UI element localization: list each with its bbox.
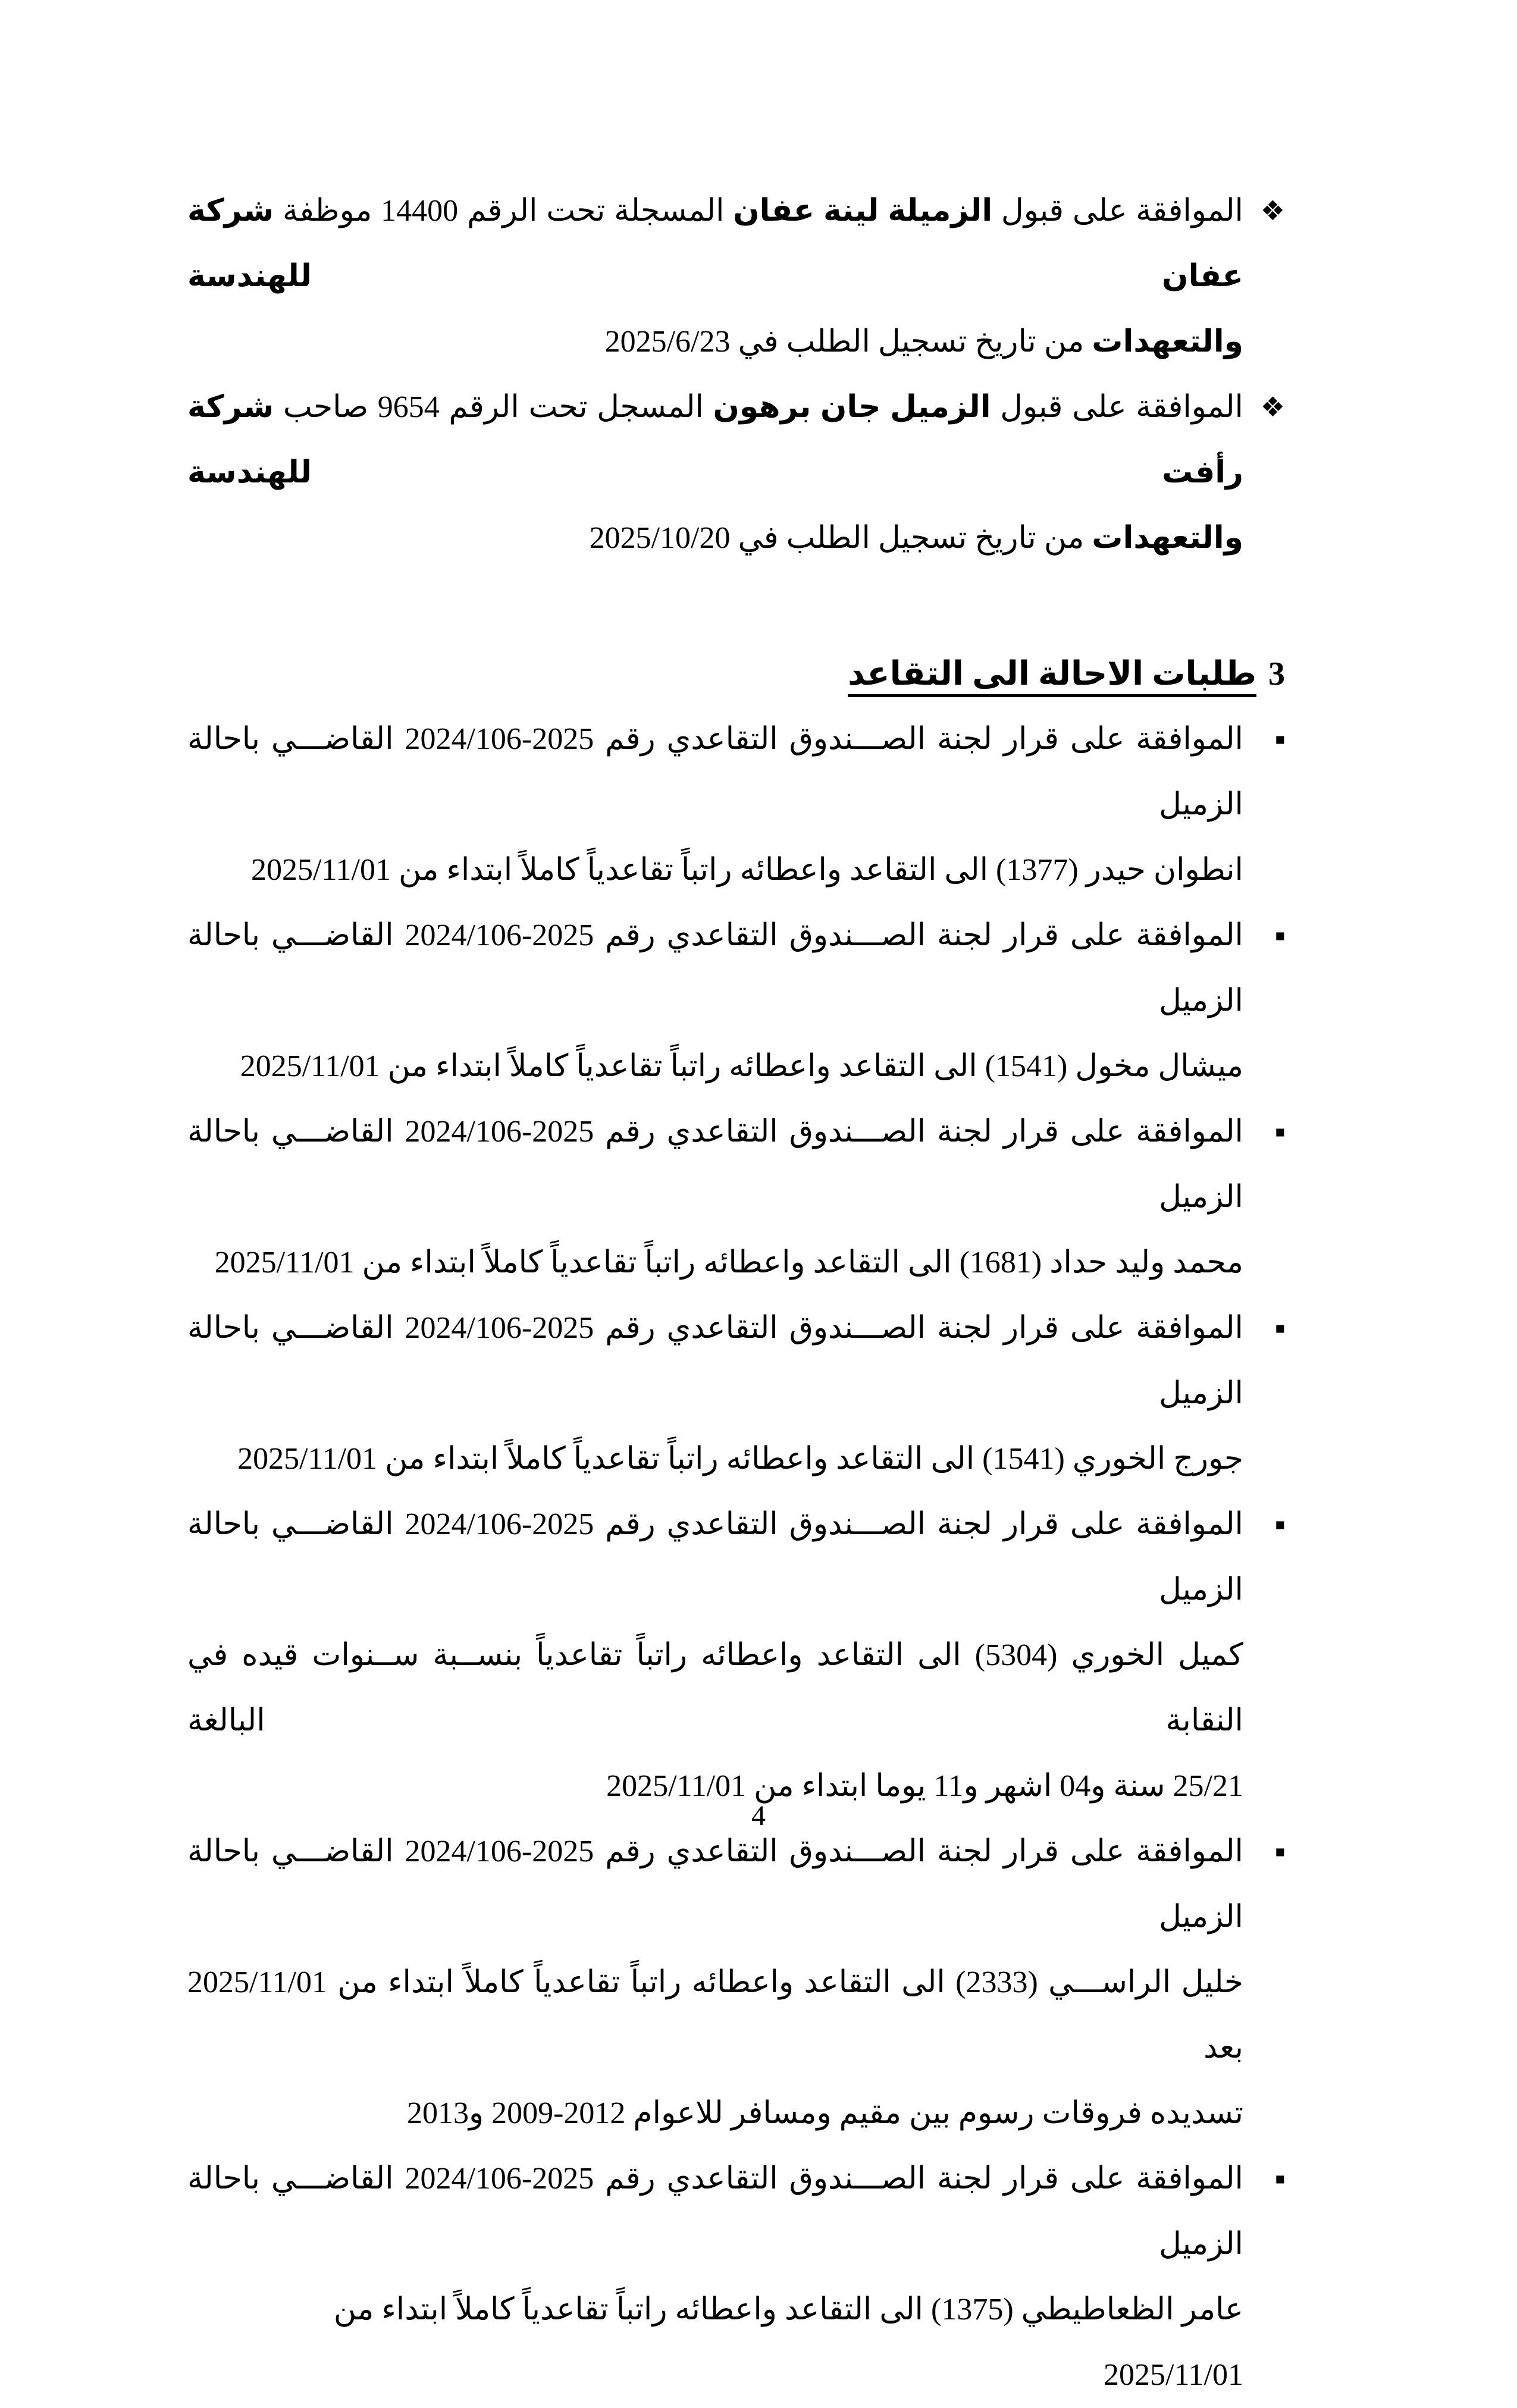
text-line: كميل الخوري (5304) الى التقاعد واعطائه راتباً تقاعدياً بنســبة ســنوات قيده في النقابة البالغة [187, 1638, 1243, 1738]
section-number: 3 [1268, 656, 1285, 692]
text-line: الموافقة على قرار لجنة الصـــندوق التقاعدي رقم 2025-2024/106 القاضـــي باحالة الزميل [187, 918, 1244, 1018]
square-bullet-icon: ■ [1275, 730, 1285, 748]
text-line: خليل الراســـي (2333) الى التقاعد واعطائه راتباً تقاعدياً كاملاً ابتداء من 2025/11/01 بعد [187, 1965, 1244, 2065]
text-line: محمد وليد حداد (1681) الى التقاعد واعطائه راتباً تقاعدياً كاملاً ابتداء من 2025/11/01 [214, 1246, 1243, 1280]
section-title: طلبات الاحالة الى التقاعد [848, 656, 1256, 697]
text-line: جورج الخوري (1541) الى التقاعد واعطائه راتباً تقاعدياً كاملاً ابتداء من 2025/11/01 [237, 1442, 1243, 1476]
text-line: عامر الظعاطيطي (1375) الى التقاعد واعطائه راتباً تقاعدياً كاملاً ابتداء من 2025/11/01 [333, 2293, 1243, 2392]
list-item [187, 178, 1285, 375]
list-item-text [187, 1296, 1243, 1492]
list-item-text [187, 1099, 1243, 1296]
square-bullet-icon: ■ [1275, 1843, 1285, 1861]
list-item [187, 375, 1285, 571]
list-item-text [187, 1819, 1243, 2146]
square-bullet-icon: ■ [1275, 1123, 1285, 1141]
list-item-text [187, 375, 1243, 571]
text-line: ميشال مخول (1541) الى التقاعد واعطائه راتباً تقاعدياً كاملاً ابتداء من 2025/11/01 [240, 1049, 1243, 1083]
list-item [187, 1492, 1285, 1819]
text-line: الموافقة على قرار لجنة الصـــندوق التقاعدي رقم 2025-2024/106 القاضـــي باحالة الزميل [187, 2162, 1244, 2261]
page-number: 4 [751, 1800, 766, 1832]
list-item [187, 903, 1285, 1099]
list-item [187, 1099, 1285, 1296]
text-line: الموافقة على قرار لجنة الصـــندوق التقاعدي رقم 2025-2024/106 القاضـــي باحالة الزميل [187, 1311, 1244, 1410]
text-line: الموافقة على قرار لجنة الصـــندوق التقاعدي رقم 2025-2024/106 القاضـــي باحالة الزميل [187, 1115, 1244, 1214]
text-line: الموافقة على قبول الزميلة لينة عفان المسجلة تحت الرقم 14400 موظفة شركة عفان للهندسة [187, 194, 1244, 293]
list-item-text [187, 707, 1243, 903]
list-item [187, 1819, 1285, 2146]
document-body [187, 178, 1285, 2408]
diamond-bullet-icon: ❖ [1260, 196, 1285, 226]
text-line: انطوان حيدر (1377) الى التقاعد واعطائه راتباً تقاعدياً كاملاً ابتداء من 2025/11/01 [251, 853, 1243, 887]
section-heading [187, 641, 1285, 707]
diamond-bullet-icon: ❖ [1260, 392, 1285, 422]
text-line: 25/21 سنة و04 اشهر و11 يوما ابتداء من 2025/11/01 [606, 1769, 1243, 1803]
square-bullet-icon: ■ [1275, 927, 1285, 945]
list-item [187, 1296, 1285, 1492]
text-line: والتعهدات من تاريخ تسجيل الطلب في 2025/10/20 [589, 521, 1243, 555]
list-item-text [187, 903, 1243, 1099]
text-line: الموافقة على قبول الزميل جان برهون المسجل تحت الرقم 9654 صاحب شركة رأفت للهندسة [187, 390, 1243, 490]
list-item-text [187, 178, 1243, 375]
list-item [187, 2146, 1285, 2408]
square-bullet-icon: ■ [1275, 1319, 1285, 1337]
text-line: الموافقة على قرار لجنة الصـــندوق التقاعدي رقم 2025-2024/106 القاضـــي باحالة الزميل [187, 722, 1244, 822]
list-item-text [187, 1492, 1243, 1819]
list-item [187, 707, 1285, 903]
text-line: والتعهدات من تاريخ تسجيل الطلب في 2025/6/23 [604, 325, 1243, 359]
text-line: الموافقة على قرار لجنة الصـــندوق التقاعدي رقم 2025-2024/106 القاضـــي باحالة الزميل [187, 1835, 1244, 1934]
square-bullet-icon: ■ [1275, 2170, 1285, 2188]
text-line: الموافقة على قرار لجنة الصـــندوق التقاعدي رقم 2025-2024/106 القاضـــي باحالة الزميل [187, 1507, 1244, 1607]
list-item-text [187, 2146, 1243, 2408]
square-bullet-icon: ■ [1275, 1516, 1285, 1534]
text-line: تسديده فروقات رسوم بين مقيم ومسافر للاعوام 2012-2009 و2013 [406, 2096, 1243, 2130]
